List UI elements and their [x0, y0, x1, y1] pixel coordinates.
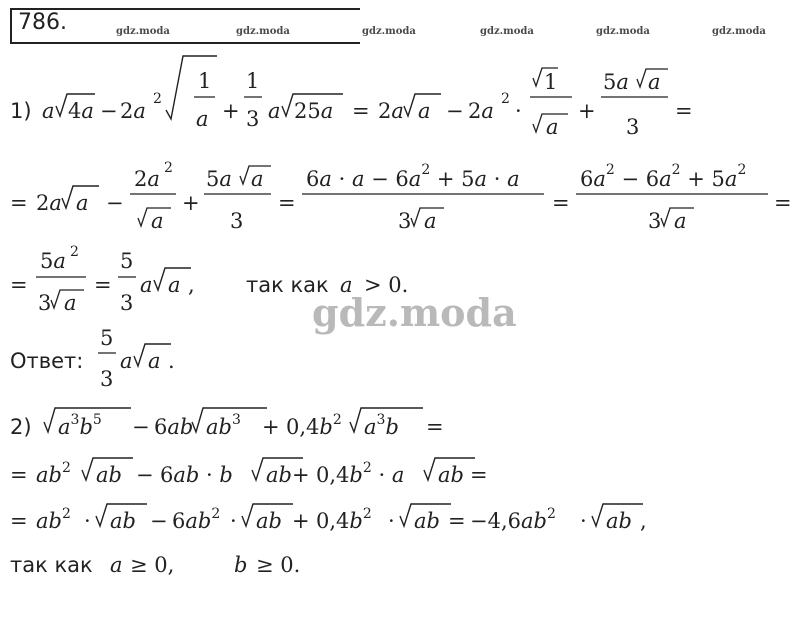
- svg-text:2: 2: [501, 91, 510, 107]
- svg-text:=: =: [448, 509, 466, 533]
- svg-text:ab2: $ab^2$: [36, 506, 71, 533]
- svg-text:=: =: [10, 463, 28, 487]
- svg-text:3: 3: [230, 209, 244, 233]
- svg-text:3: 3: [626, 115, 640, 139]
- svg-text:=: =: [470, 463, 488, 487]
- watermark-small: gdz.moda: [116, 26, 170, 37]
- p1-line1-text: [0, 0, 1, 1]
- svg-text:5: 5: [100, 326, 114, 350]
- svg-text:−: −: [106, 191, 124, 215]
- watermark-small: gdz.moda: [236, 26, 290, 37]
- watermark-small: gdz.moda: [596, 26, 650, 37]
- svg-text:ab: ab: [438, 463, 464, 487]
- svg-text:−: −: [136, 463, 154, 487]
- svg-text:·: ·: [230, 509, 237, 533]
- svg-text:0,4b2: $0,4b^2$: [316, 506, 372, 533]
- svg-text:a: a: [340, 273, 353, 297]
- answer-label: Ответ:: [10, 349, 84, 373]
- svg-text:2a: 2a: [378, 99, 404, 123]
- svg-text:a: a: [140, 273, 153, 297]
- svg-text:> 0.: > 0.: [364, 273, 409, 297]
- svg-text:a3b5: $a^3b^5$: [58, 412, 102, 439]
- svg-text:=: =: [426, 415, 444, 439]
- svg-text:2: 2: [153, 91, 162, 107]
- svg-text:0,4b2: $0,4b^2$: [286, 412, 342, 439]
- svg-text:a: a: [120, 349, 133, 373]
- svg-text:a: a: [268, 99, 281, 123]
- svg-text:5: 5: [120, 249, 134, 273]
- svg-text:6a2 − 6a2 + 5a2: $6a^2 - 6a^2 + 5a^2$: [580, 162, 747, 191]
- svg-text:2a: 2a: [120, 99, 146, 123]
- cond-words: так как: [10, 553, 93, 577]
- svg-text:=: =: [278, 191, 296, 215]
- svg-text:ab: ab: [606, 509, 632, 533]
- svg-text:a: a: [64, 291, 77, 315]
- svg-text:≥ 0.: ≥ 0.: [256, 553, 301, 577]
- svg-text:=: =: [10, 273, 28, 297]
- svg-text:2a: 2a: [468, 99, 494, 123]
- svg-text:3: 3: [100, 367, 114, 391]
- svg-text:a: a: [168, 273, 181, 297]
- svg-text:−: −: [446, 99, 464, 123]
- svg-text:a: a: [76, 191, 89, 215]
- svg-text:a: a: [251, 167, 264, 191]
- svg-text:2: 2: [164, 160, 173, 176]
- svg-text:3: 3: [648, 209, 662, 233]
- part2-label: 2): [10, 415, 32, 439]
- svg-text:6ab: 6ab: [154, 415, 194, 439]
- svg-text:a: a: [418, 99, 431, 123]
- svg-text:ab: ab: [414, 509, 440, 533]
- answer-line: [10, 326, 175, 391]
- watermark-small: gdz.moda: [362, 26, 416, 37]
- part1-line1: [10, 56, 693, 139]
- svg-text:2a: 2a: [36, 191, 62, 215]
- svg-text:·: ·: [388, 509, 395, 533]
- svg-text:2a: 2a: [134, 167, 160, 191]
- svg-text:ab: ab: [256, 509, 282, 533]
- svg-text:+: +: [578, 99, 596, 123]
- svg-text:−: −: [100, 99, 118, 123]
- svg-text:+: +: [222, 99, 240, 123]
- svg-text:5a: 5a: [40, 249, 66, 273]
- svg-text:a3b: $a^3b$: [364, 412, 399, 439]
- watermark-small: gdz.moda: [712, 26, 766, 37]
- svg-text:1: 1: [198, 69, 212, 93]
- svg-text:a: a: [674, 209, 687, 233]
- svg-text:1: 1: [246, 69, 260, 93]
- svg-text:≥ 0,: ≥ 0,: [130, 553, 175, 577]
- svg-text:=: =: [552, 191, 570, 215]
- svg-text:=: =: [94, 273, 112, 297]
- svg-text:3: 3: [120, 291, 134, 315]
- svg-text:6a · a − 6a2 + 5a · a: $6a \cdot a - 6a^2 + 5a \cdot a$: [306, 162, 520, 191]
- svg-text:=: =: [10, 509, 28, 533]
- svg-text:5a: 5a: [206, 167, 232, 191]
- watermark-large: gdz.moda: [312, 290, 517, 335]
- svg-text:3: 3: [246, 107, 260, 131]
- part2-line1: [10, 408, 444, 439]
- svg-text:a: a: [42, 99, 55, 123]
- svg-text:5a: 5a: [603, 70, 629, 94]
- svg-text:ab: ab: [96, 463, 122, 487]
- svg-text:a: a: [196, 107, 209, 131]
- part2-line2: [10, 458, 488, 487]
- svg-text:3: 3: [398, 209, 412, 233]
- svg-text:·: ·: [515, 99, 522, 123]
- task-number: 786.: [18, 10, 67, 35]
- svg-text:,: ,: [188, 273, 195, 297]
- svg-text:=: =: [675, 99, 693, 123]
- watermark-small: gdz.moda: [480, 26, 534, 37]
- svg-text:,: ,: [640, 509, 647, 533]
- svg-text:6ab · b: 6ab · b: [160, 463, 233, 487]
- part1-label: 1): [10, 99, 32, 123]
- svg-text:ab: ab: [266, 463, 292, 487]
- svg-text:−: −: [132, 415, 150, 439]
- condition-words: так как: [246, 273, 329, 297]
- svg-text:0,4b2 · a: $0,4b^2 \cdot a$: [316, 460, 405, 487]
- svg-text:·: ·: [84, 509, 91, 533]
- svg-text:=: =: [352, 99, 370, 123]
- svg-text:+: +: [292, 463, 310, 487]
- svg-text:−4,6ab2: $-4,6ab^2$: [470, 506, 556, 533]
- svg-text:.: .: [168, 349, 175, 373]
- svg-text:3: 3: [38, 291, 52, 315]
- part2-condition: [10, 553, 300, 577]
- svg-text:−: −: [150, 509, 168, 533]
- svg-text:ab2: $ab^2$: [36, 460, 71, 487]
- part1-line2: [10, 160, 792, 233]
- svg-text:4a: 4a: [68, 99, 94, 123]
- svg-text:25a: 25a: [294, 99, 334, 123]
- svg-text:+: +: [262, 415, 280, 439]
- svg-text:=: =: [774, 191, 792, 215]
- svg-text:a: a: [648, 70, 661, 94]
- svg-text:1: 1: [544, 70, 558, 94]
- svg-text:ab: ab: [110, 509, 136, 533]
- svg-text:=: =: [10, 191, 28, 215]
- svg-text:a: a: [424, 209, 437, 233]
- svg-text:a: a: [148, 349, 161, 373]
- svg-text:b: b: [234, 553, 248, 577]
- svg-text:ab3: $ab^3$: [206, 412, 241, 439]
- svg-text:a: a: [151, 209, 164, 233]
- part1-line3: [10, 244, 408, 315]
- svg-text:a: a: [546, 115, 559, 139]
- part2-line3: [10, 504, 647, 533]
- svg-text:+: +: [182, 191, 200, 215]
- svg-text:6ab2: $6ab^2$: [172, 506, 221, 533]
- svg-text:2: 2: [70, 244, 79, 260]
- svg-text:a: a: [110, 553, 123, 577]
- svg-text:+: +: [292, 509, 310, 533]
- svg-text:·: ·: [580, 509, 587, 533]
